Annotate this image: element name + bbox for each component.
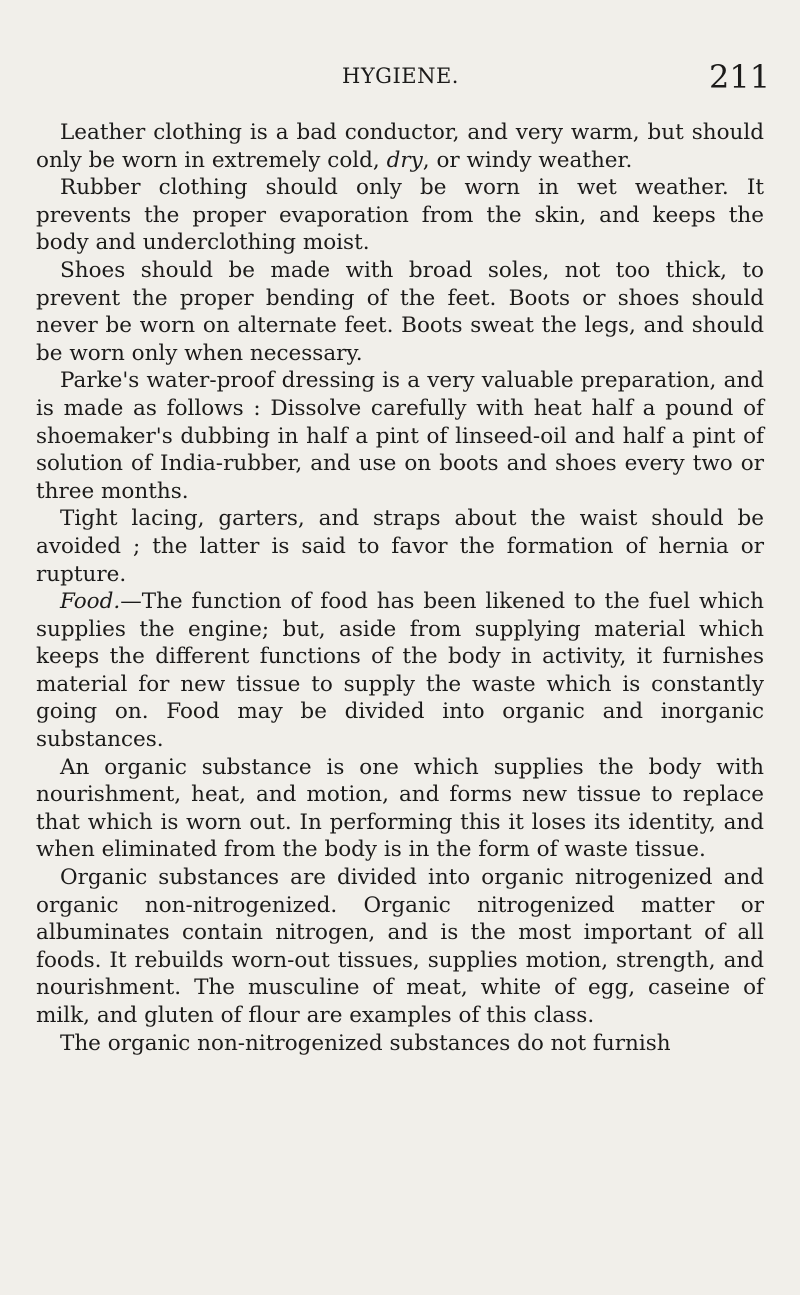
paragraph-non-nitrogenized: The organic non-nitrogenized substances do not furnish [60, 1030, 671, 1056]
section-heading-food: Food. [60, 589, 121, 615]
paragraph-leather-clothing [36, 119, 764, 174]
body-text [36, 119, 764, 1057]
paragraph-text: Leather clothing is a bad conductor, and very warm, but should only be worn in extremely cold, [36, 120, 764, 173]
paragraph-organic-substance: An organic substance is one which supplies the body with nourishment, heat, and motion, and forms new tissue to replace that which is worn out. In performing this it loses its identity, and when eliminated from the body is in the form of waste tissue. [36, 754, 764, 863]
page-header [0, 58, 800, 102]
paragraph-organic-divisions: Organic substances are divided into organic nitrogenized and organic non-nitrogenized. Organic nitrogenized matter or albuminates contain nitrogen, and is the most important of all foods. It rebuilds worn-out tissues, supplies motion, strength, and nourishment. The musculine of meat, white of egg, caseine of milk, and gluten of flour are examples of this class. [36, 865, 764, 1028]
paragraph-text: , or windy weather. [422, 147, 633, 173]
paragraph-food [36, 588, 764, 754]
paragraph-rubber-clothing: Rubber clothing should only be worn in wet weather. It prevents the proper evaporation from the skin, and keeps the body and underclothing moist. [36, 175, 764, 256]
running-head: HYGIENE. [342, 64, 459, 88]
emphasis-dry: dry [386, 147, 423, 173]
paragraph-tight-lacing: Tight lacing, garters, and straps about the waist should be avoided ; the latter is said to favor the formation of hernia or rupture. [36, 506, 764, 587]
page-number: 211 [709, 58, 771, 96]
paragraph-text: —The function of food has been likened to the fuel which supplies the engine; but, aside from supplying material which keeps the different functions of the body in activity, it furnishes material for new tissue to supply the waste which is constantly going on. Food may be divided into organic and inorganic substances. [36, 589, 764, 753]
paragraph-shoes: Shoes should be made with broad soles, not too thick, to prevent the proper bending of the feet. Boots or shoes should never be worn on alternate feet. Boots sweat the legs, and should be worn only when necessary. [36, 257, 764, 366]
paragraph-waterproof-dressing: Parke's water-proof dressing is a very valuable preparation, and is made as follows : Dissolve carefully with heat half a pound of shoemaker's dubbing in half a pint of linseed-oil and half a pint of solution of India-rubber, and use on boots and shoes every two or three months. [36, 368, 764, 504]
